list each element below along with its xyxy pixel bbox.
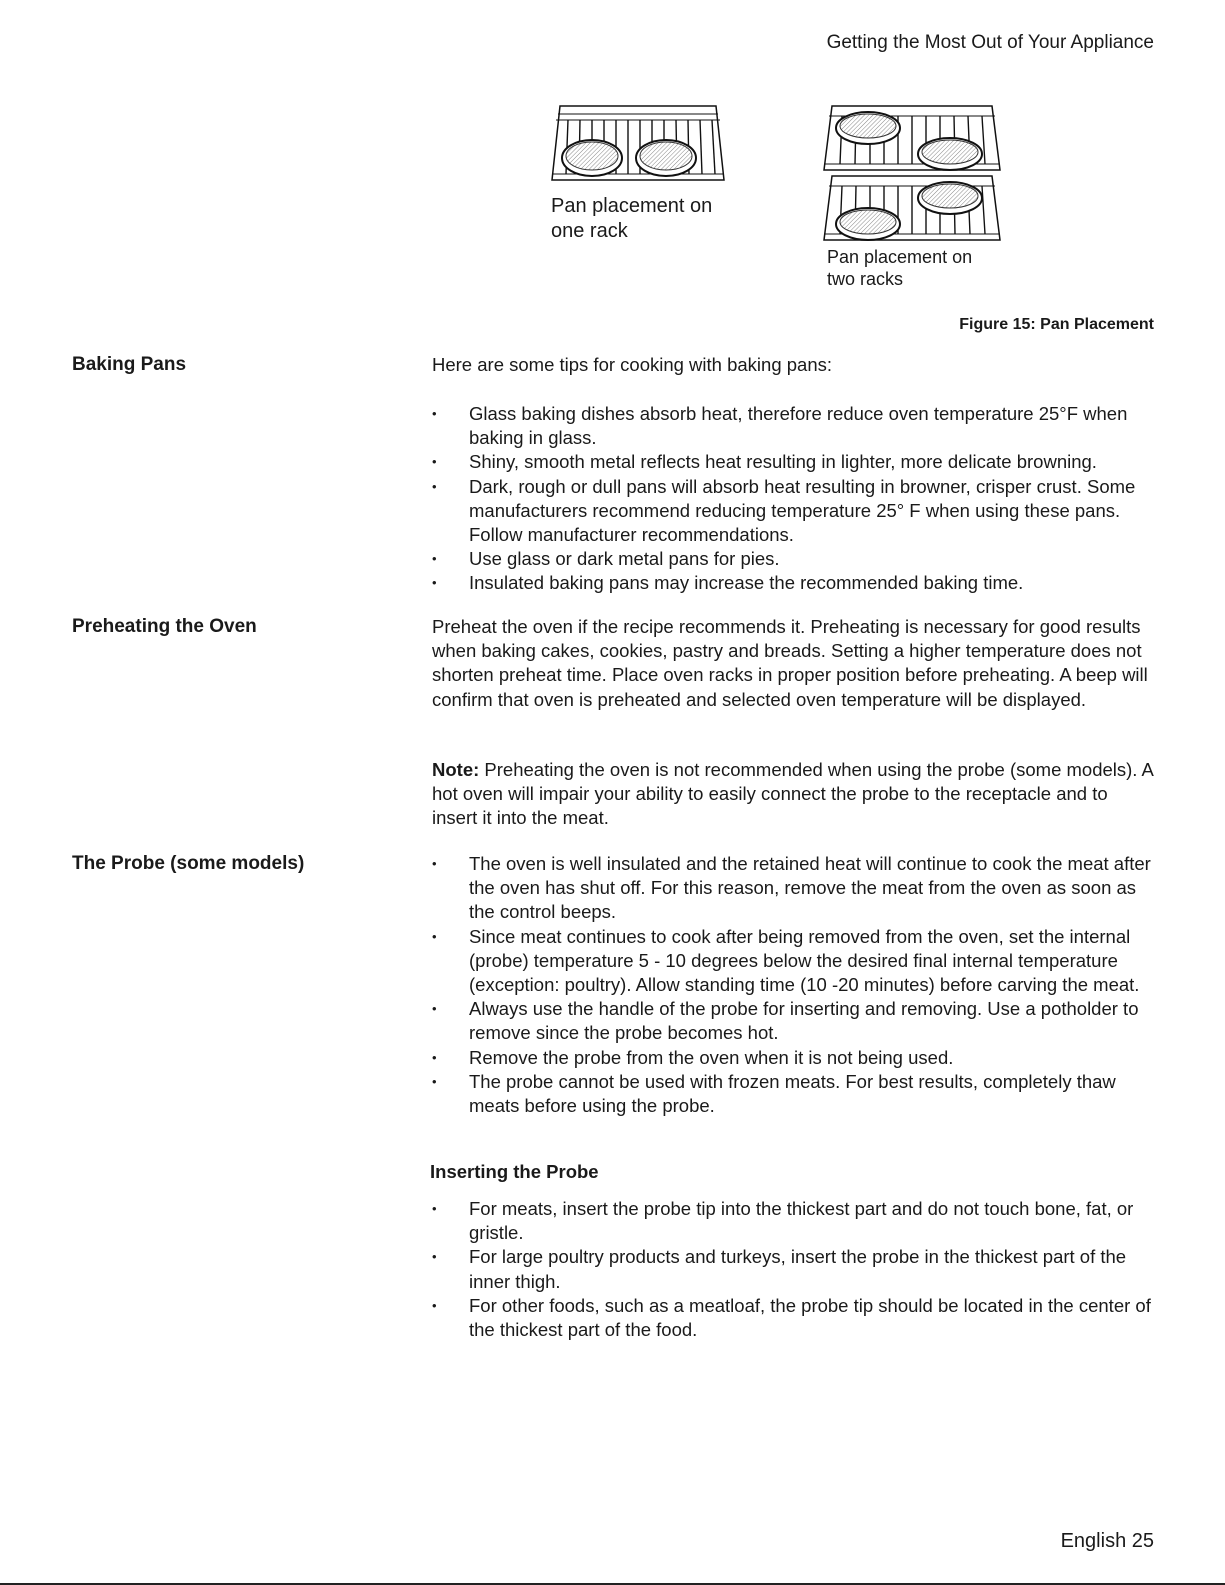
section-heading-probe: The Probe (some models) bbox=[72, 853, 305, 874]
one-rack-illustration bbox=[548, 104, 728, 188]
list-item: • Glass baking dishes absorb heat, therefore reduce oven temperature 25°F when baking in glass. bbox=[432, 402, 1157, 450]
caption-two-racks-line-2: two racks bbox=[827, 269, 904, 289]
list-item: • Use glass or dark metal pans for pies. bbox=[432, 547, 1157, 571]
note-label: Note: bbox=[432, 759, 480, 780]
preheating-note bbox=[432, 758, 1157, 831]
section-heading-baking-pans: Baking Pans bbox=[72, 354, 187, 375]
list-item: • Remove the probe from the oven when it is not being used. bbox=[432, 1046, 1157, 1070]
caption-one-rack-line-1: Pan placement on bbox=[551, 195, 713, 217]
probe-list bbox=[432, 852, 1157, 1118]
baking-pans-intro: Here are some tips for cooking with baking pans: bbox=[432, 354, 833, 375]
list-item: • For other foods, such as a meatloaf, the probe tip should be located in the center of the thickest part of the food. bbox=[432, 1294, 1157, 1342]
two-racks-illustration bbox=[820, 104, 1006, 244]
page-number: English 25 bbox=[1060, 1530, 1154, 1552]
figure-title: Figure 15: Pan Placement bbox=[959, 316, 1154, 333]
list-item: • Dark, rough or dull pans will absorb heat resulting in browner, crisper crust. Some manufacturers recommend reducing temperature 25° F when using these pans. Follow manufacturer recommendations. bbox=[432, 475, 1157, 548]
baking-pans-list bbox=[432, 402, 1157, 596]
running-header: Getting the Most Out of Your Appliance bbox=[826, 32, 1154, 53]
list-item: • Insulated baking pans may increase the recommended baking time. bbox=[432, 571, 1157, 595]
caption-one-rack-line-2: one rack bbox=[551, 220, 628, 242]
subheading-inserting-probe: Inserting the Probe bbox=[430, 1161, 599, 1182]
caption-two-racks-line-1: Pan placement on bbox=[827, 247, 973, 267]
list-item: • For large poultry products and turkeys, insert the probe in the thickest part of the inner thigh. bbox=[432, 1245, 1157, 1293]
list-item: • The oven is well insulated and the retained heat will continue to cook the meat after the oven has shut off. For this reason, remove the meat from the oven as soon as the control beeps. bbox=[432, 852, 1157, 925]
section-heading-preheating: Preheating the Oven bbox=[72, 616, 257, 637]
inserting-probe-list bbox=[432, 1197, 1157, 1342]
list-item: • Always use the handle of the probe for inserting and removing. Use a potholder to remove since the probe becomes hot. bbox=[432, 997, 1157, 1045]
list-item: • The probe cannot be used with frozen meats. For best results, completely thaw meats before using the probe. bbox=[432, 1070, 1157, 1118]
list-item: • Since meat continues to cook after being removed from the oven, set the internal (probe) temperature 5 - 10 degrees below the desired final internal temperature (exception: poultry). Allow standing time (10 -20 minutes) before carving the meat. bbox=[432, 925, 1157, 998]
preheating-paragraph: Preheat the oven if the recipe recommends it. Preheating is necessary for good results when baking cakes, cookies, pastry and breads. Setting a higher temperature does not shorten preheat time. Place oven racks in proper position before preheating. A beep will confirm that oven is preheated and selected oven temperature will be displayed. bbox=[432, 616, 1148, 710]
list-item: • Shiny, smooth metal reflects heat resulting in lighter, more delicate browning. bbox=[432, 450, 1157, 474]
list-item: • For meats, insert the probe tip into the thickest part and do not touch bone, fat, or gristle. bbox=[432, 1197, 1157, 1245]
note-text: Preheating the oven is not recommended when using the probe (some models). A hot oven will impair your ability to easily connect the probe to the receptacle and to insert it into the meat. bbox=[432, 759, 1153, 829]
